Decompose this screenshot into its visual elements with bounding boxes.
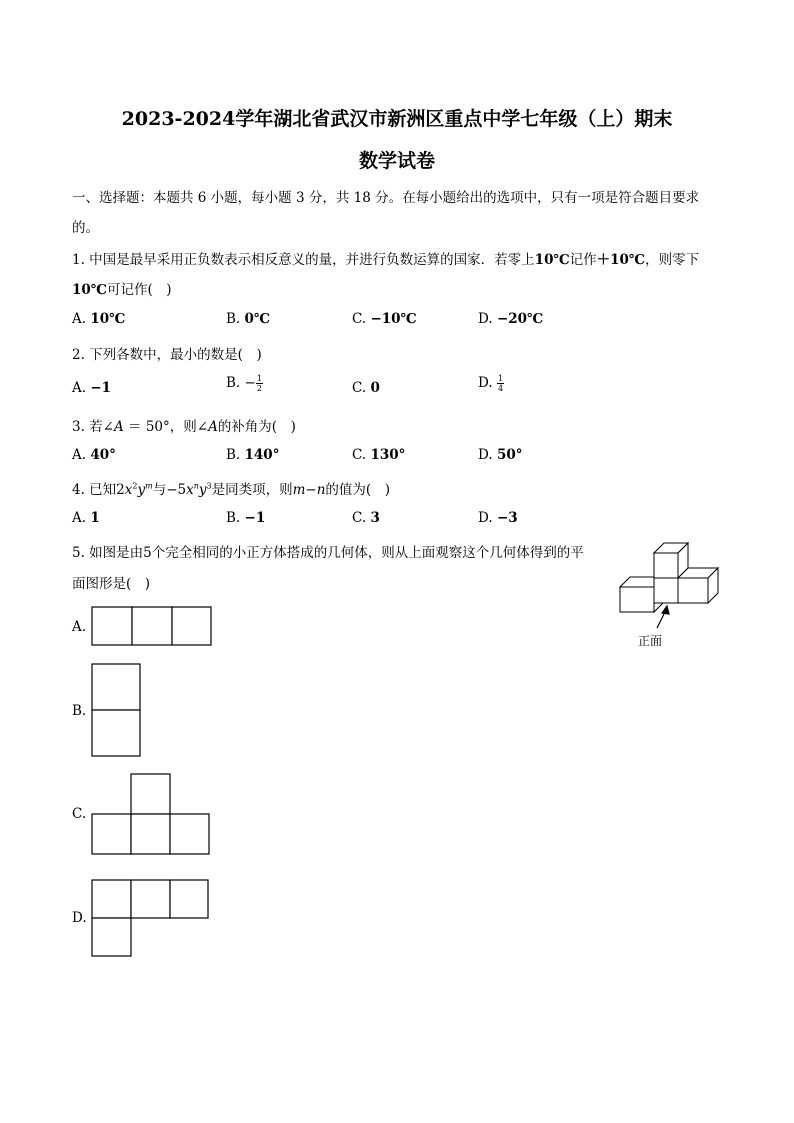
q1-option-d[interactable]	[478, 311, 543, 327]
question-5: 5. 如图是由5个完全相同的小正方体搭成的几何体，则从上面观察这个几何体得到的平	[72, 545, 584, 561]
question-3-value: ＝ 50°	[123, 419, 170, 435]
q5-option-c-figure[interactable]	[90, 772, 212, 856]
q5-option-b-figure[interactable]	[90, 662, 144, 758]
cube-stack-figure	[615, 540, 725, 652]
q5-option-a-label[interactable]: A.	[72, 619, 87, 635]
option-value: 0	[370, 380, 380, 396]
grid-square	[132, 607, 172, 645]
math-term: −5𝑥	[166, 482, 194, 498]
cube-front-face	[654, 578, 678, 603]
grid-square	[170, 814, 209, 854]
option-value: 50°	[496, 447, 523, 463]
option-value: −1	[244, 510, 266, 526]
math-term: 𝑦	[198, 482, 207, 498]
q4-option-a[interactable]	[72, 510, 100, 526]
question-1-value: 10℃	[72, 282, 107, 298]
q2-option-d[interactable]	[478, 374, 504, 393]
arrow-head	[662, 606, 669, 614]
option-label: D.	[478, 311, 493, 327]
q1-option-c[interactable]	[352, 311, 417, 327]
option-value: −10℃	[370, 311, 417, 327]
option-value: 130°	[370, 447, 406, 463]
question-1-value: 10℃	[534, 252, 570, 268]
question-5-continued: 面图形是( )	[72, 576, 151, 592]
question-4-text: 的值为( )	[325, 482, 390, 498]
q3-option-b[interactable]	[226, 447, 279, 463]
option-value: 140°	[244, 447, 280, 463]
option-label: B.	[226, 447, 241, 463]
q3-option-a[interactable]	[72, 447, 116, 463]
option-label: A.	[72, 510, 87, 526]
option-value: 0℃	[244, 311, 271, 327]
option-label: C.	[352, 311, 367, 327]
math-exponent: 2	[132, 481, 138, 491]
cube-front-face	[654, 553, 678, 578]
math-exponent: 𝑚	[145, 481, 153, 491]
q5-option-b-label[interactable]: B.	[72, 703, 87, 719]
math-exponent: 3	[206, 481, 212, 491]
q4-option-c[interactable]	[352, 510, 380, 526]
question-3-text: 3. 若∠	[72, 419, 114, 435]
option-value: 10℃	[90, 311, 126, 327]
option-label: D.	[478, 375, 493, 391]
q5-option-d-figure[interactable]	[90, 878, 212, 960]
math-term: 𝑦	[137, 482, 146, 498]
question-4-text: 是同类项，则	[211, 482, 293, 498]
fraction	[497, 374, 504, 393]
option-value: −3	[496, 510, 518, 526]
option-value: −20℃	[496, 311, 544, 327]
question-1-text: ，则零下	[645, 252, 700, 268]
q2-option-a[interactable]	[72, 380, 111, 396]
q4-option-d[interactable]	[478, 510, 518, 526]
grid-square	[92, 918, 131, 956]
option-sign: −	[244, 375, 256, 391]
grid-square	[92, 607, 132, 645]
fraction-numerator: 1	[497, 374, 504, 383]
q2-option-c[interactable]	[352, 380, 380, 396]
option-value: 1	[90, 510, 100, 526]
option-label: A.	[72, 311, 87, 327]
grid-square	[92, 814, 131, 854]
grid-square	[131, 774, 170, 814]
option-value: −1	[90, 380, 112, 396]
option-label: B.	[226, 510, 241, 526]
q2-option-b[interactable]	[226, 374, 263, 393]
figure-caption: 正面	[638, 634, 663, 648]
option-label: A.	[72, 447, 87, 463]
question-3-text: 的补角为( )	[217, 419, 296, 435]
math-exponent: 𝑛	[193, 481, 199, 491]
fraction-denominator: 4	[497, 384, 504, 393]
math-term: 2𝑥	[116, 482, 133, 498]
math-variable: A	[208, 419, 218, 435]
q5-option-c-label[interactable]: C.	[72, 806, 87, 822]
option-label: C.	[352, 447, 367, 463]
option-label: B.	[226, 311, 241, 327]
fraction-numerator: 1	[256, 374, 262, 383]
question-1-continued	[72, 278, 172, 298]
q1-option-a[interactable]	[72, 311, 125, 327]
question-4-text: 4. 已知	[72, 482, 117, 498]
q4-option-b[interactable]	[226, 510, 265, 526]
option-label: C.	[352, 380, 367, 396]
option-value: 3	[370, 510, 380, 526]
q5-option-d-label[interactable]: D.	[72, 910, 87, 926]
grid-square	[170, 880, 208, 918]
section-heading: 一、选择题：本题共 6 小题，每小题 3 分，共 18 分。在每小题给出的选项中，只有一项是符合题目要求	[72, 190, 700, 206]
grid-square	[131, 880, 170, 918]
grid-square	[92, 664, 140, 710]
option-value: 40°	[90, 447, 116, 463]
grid-square	[92, 880, 131, 918]
question-1-value: ＋10℃	[596, 252, 646, 268]
question-1-text: 可记作( )	[106, 282, 172, 298]
question-3	[72, 415, 296, 435]
question-1	[72, 248, 699, 268]
math-variable: A	[113, 419, 124, 435]
fraction-denominator: 2	[256, 384, 262, 393]
option-label: D.	[478, 447, 493, 463]
math-expression: 𝑚−𝑛	[292, 482, 326, 498]
question-2: 2. 下列各数中，最小的数是( )	[72, 347, 262, 363]
q3-option-d[interactable]	[478, 447, 522, 463]
question-4-text: 与	[152, 482, 167, 498]
page-subtitle: 数学试卷	[358, 150, 435, 172]
q3-option-c[interactable]	[352, 447, 405, 463]
q5-option-a-figure[interactable]	[90, 605, 214, 647]
grid-square	[172, 607, 211, 645]
option-label: D.	[478, 510, 493, 526]
fraction	[256, 374, 263, 393]
question-4	[72, 478, 390, 498]
option-label: C.	[352, 510, 367, 526]
section-heading-continued: 的。	[72, 220, 99, 236]
cube-front-face	[678, 578, 708, 603]
grid-square	[131, 814, 170, 854]
q1-option-b[interactable]	[226, 311, 270, 327]
question-3-text: ，则∠	[169, 419, 209, 435]
question-1-text: 1. 中国是最早采用正负数表示相反意义的量，并进行负数运算的国家．若零上	[72, 252, 535, 268]
question-1-text: 记作	[569, 252, 597, 268]
option-label: A.	[72, 380, 87, 396]
option-label: B.	[226, 375, 241, 391]
cube-front-face	[620, 587, 654, 612]
page-title: 2023-2024学年湖北省武汉市新洲区重点中学七年级（上）期末	[121, 108, 673, 130]
grid-square	[92, 710, 140, 756]
